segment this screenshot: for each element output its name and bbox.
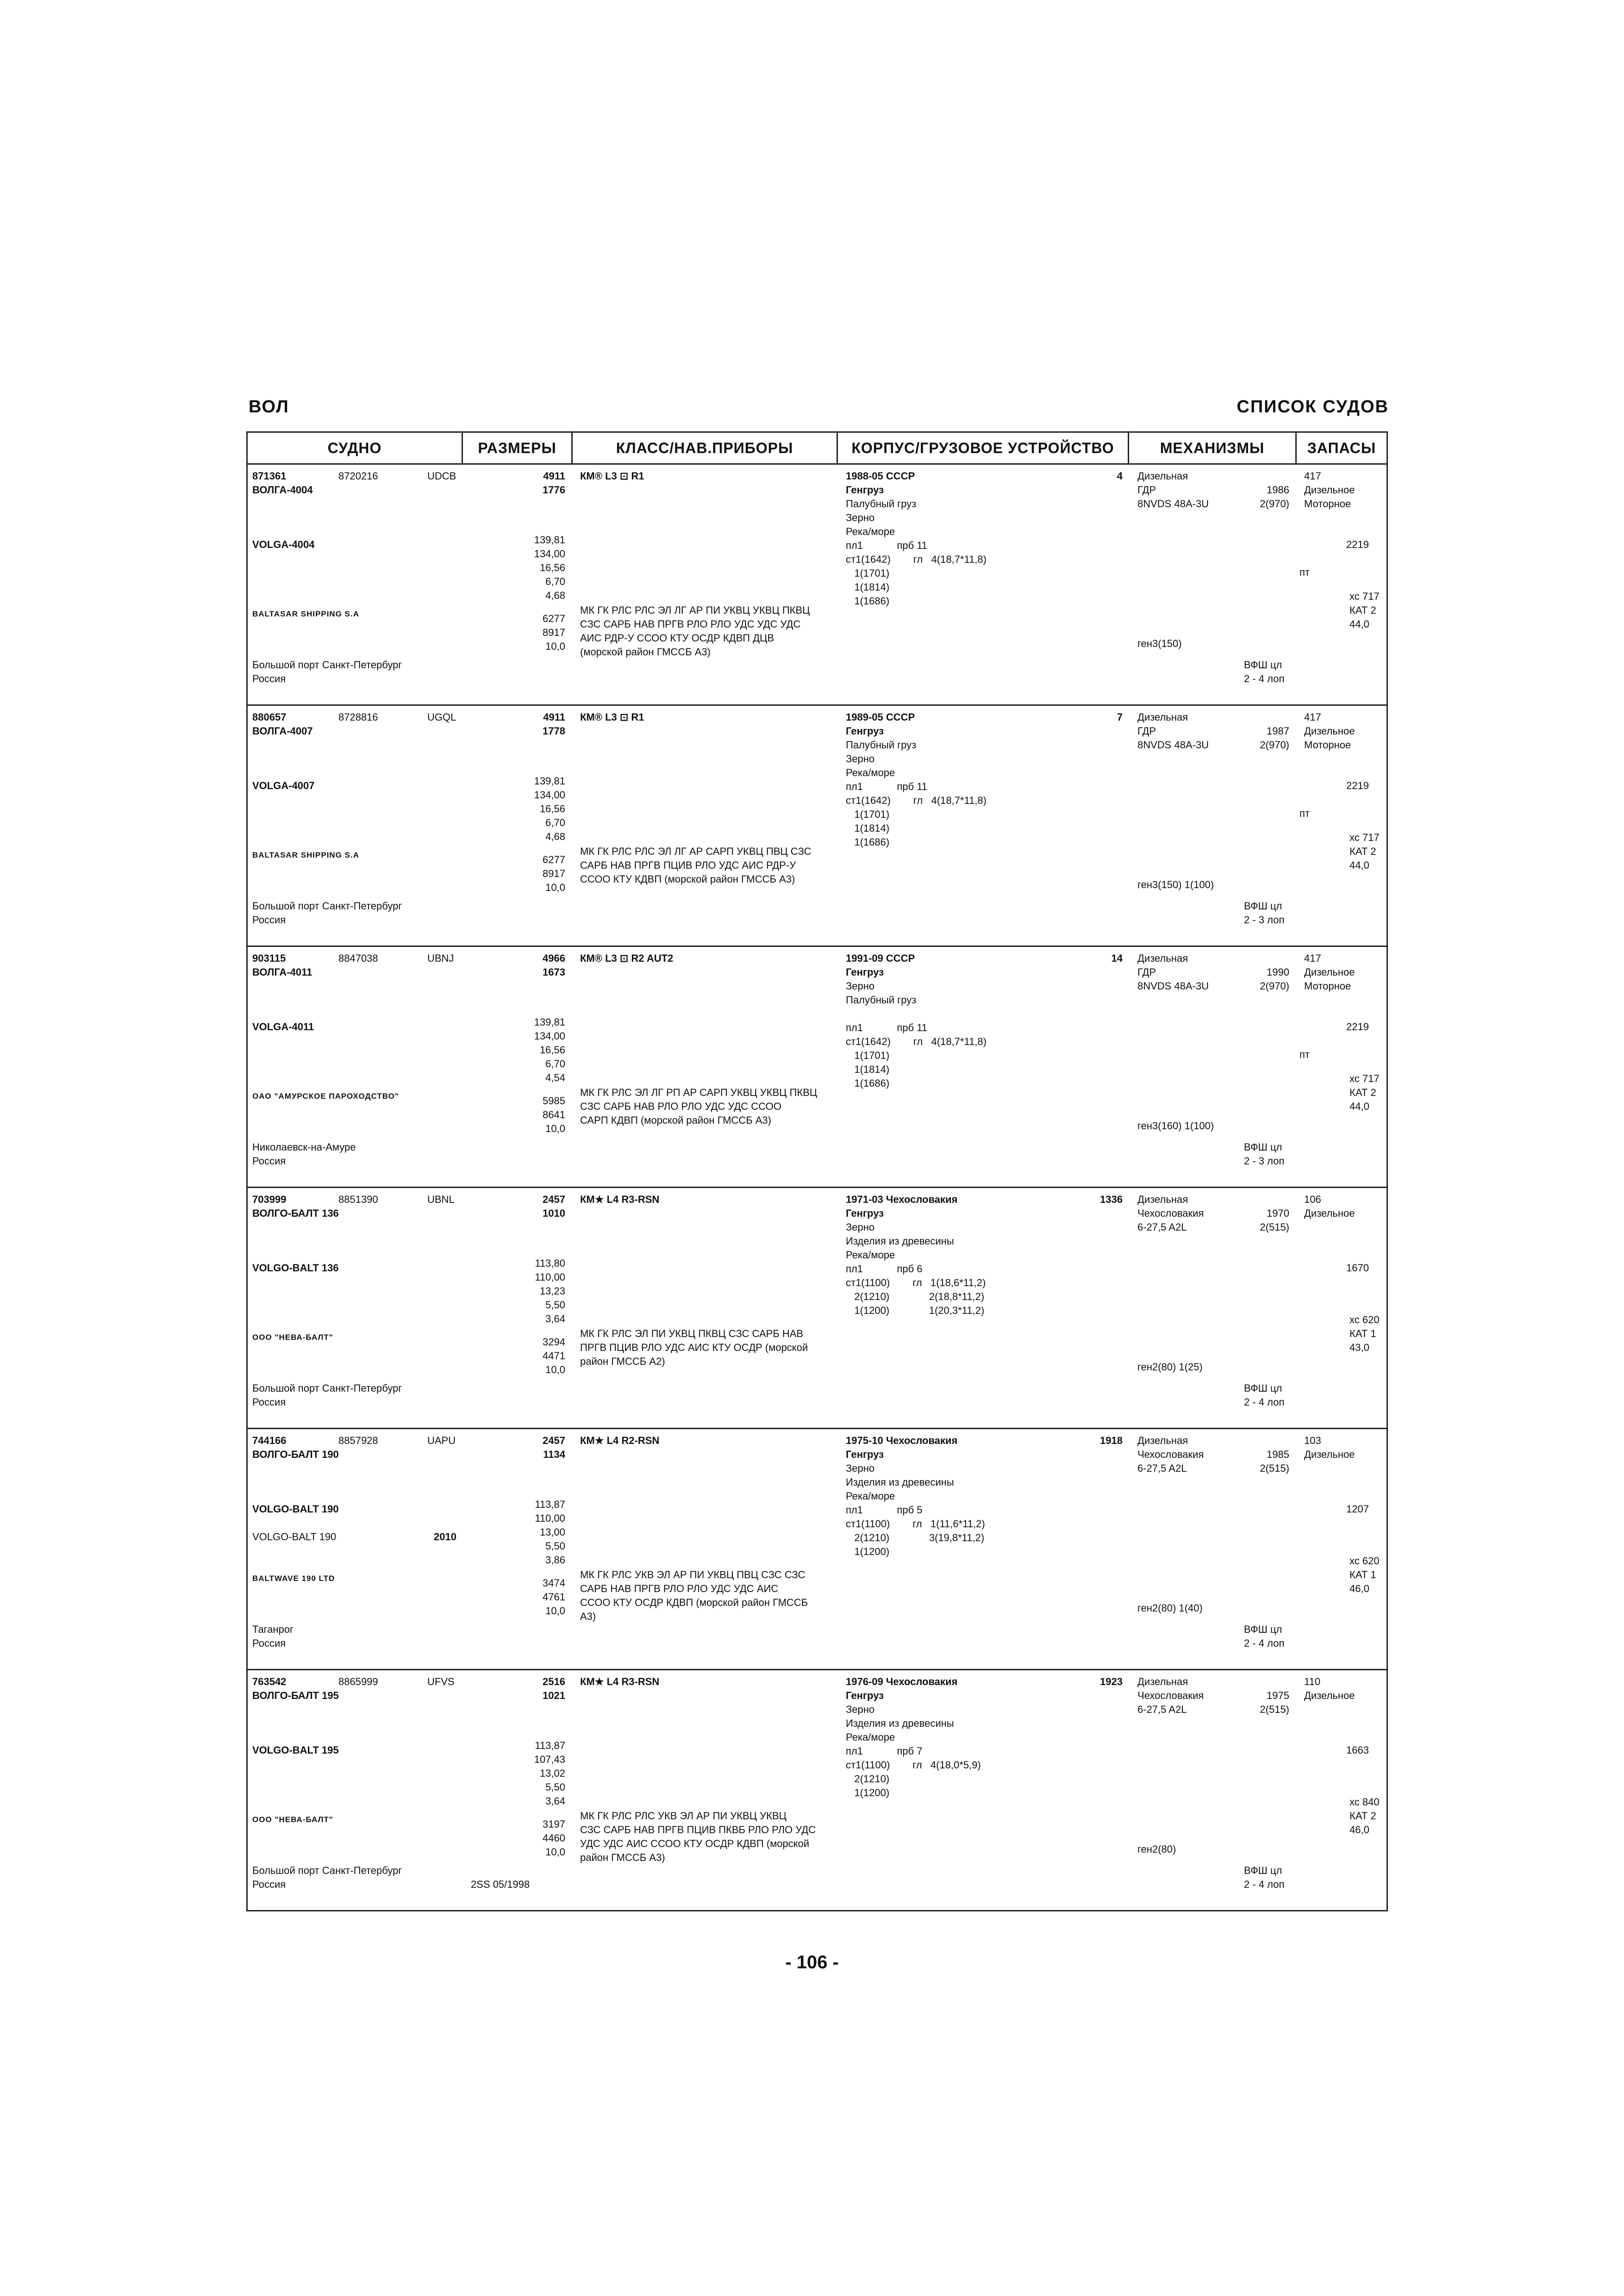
register-number: 903115 [252, 952, 286, 964]
home-port: Таганрог [252, 1624, 294, 1635]
hull-number: 14 [1111, 952, 1123, 964]
deadweight-draught: 3474 4761 10,0 [543, 1577, 565, 1617]
net-tonnage: 1010 [543, 1207, 565, 1219]
ship-record [248, 1188, 1387, 1428]
engine-country: ГДР [1137, 966, 1156, 978]
supply-volume: 1670 [1346, 1262, 1369, 1274]
call-sign: UBNL [427, 1194, 455, 1205]
engine-year: 1970 [1267, 1207, 1289, 1219]
ship-record [248, 1429, 1387, 1669]
generators: ген2(80) 1(25) [1137, 1361, 1203, 1373]
supply-volume: 1207 [1346, 1503, 1369, 1515]
former-name-year: 2010 [434, 1531, 456, 1543]
propeller-blades: 2 - 4 лоп [1244, 1396, 1285, 1408]
class-notation: КМ® L3 ⊡ R2 AUT2 [580, 952, 674, 964]
holds-hatches: пл1 прб 6 ст1(1100) гл 1(18,6*11,2) 2(1210) 2(18,8*11,2) 1(1200) 1(20,3*11,2) [846, 1263, 986, 1316]
engine-type: Дизельная [1137, 711, 1188, 723]
ship-name-latin: VOLGO-BALT 190 [252, 1503, 339, 1515]
build-date-country: 1976-09 Чехословакия [846, 1676, 958, 1687]
engine-country: Чехословакия [1137, 1207, 1204, 1219]
navigation-equipment: МК ГК РЛС ЭЛ ПИ УКВЦ ПКВЦ СЗС САРБ НАВ ПРГВ ПЦИВ РЛО УДС АИС КТУ ОСДР (морской район ГМССБ А2) [580, 1328, 808, 1367]
supply-details: хс 620 КАТ 1 46,0 [1349, 1555, 1380, 1594]
engine-power: 2(970) [1260, 980, 1289, 992]
engine-country: ГДР [1137, 484, 1156, 496]
navigation-equipment: МК ГК РЛС ЭЛ ЛГ РП АР САРП УКВЦ УКВЦ ПКВЦ СЗС САРБ НАВ РЛО РЛО УДС УДС ССОО САРП КДВП (морской район ГМССБ А3) [580, 1087, 818, 1126]
propeller-shaft: ВФШ цл [1244, 659, 1282, 671]
column-header-dimensions: РАЗМЕРЫ [478, 439, 556, 456]
holds-hatches: пл1 прб 11 ст1(1642) гл 4(18,7*11,8) 1(1701) 1(1814) 1(1686) [846, 781, 987, 848]
generators: ген2(80) [1137, 1843, 1176, 1855]
engine-year: 1990 [1267, 966, 1289, 978]
home-port: Большой порт Санкт-Петербург [252, 1382, 402, 1394]
ship-type: Генгруз [846, 1690, 884, 1701]
supply-volume: 1663 [1346, 1744, 1369, 1756]
page-header-right: СПИСОК СУДОВ [1237, 397, 1389, 417]
supply-details: хс 717 КАТ 2 44,0 [1349, 591, 1380, 630]
navigation-equipment: МК ГК РЛС РЛС ЭЛ ЛГ АР САРП УКВЦ ПВЦ СЗС САРБ НАВ ПРГВ ПЦИВ РЛО УДС АИС РДР-У ССОО КТУ КДВП (морской район ГМССБ А3) [580, 846, 812, 885]
fuel-supplies: 417 Дизельное Моторное [1304, 711, 1355, 751]
engine-type: Дизельная [1137, 1435, 1188, 1446]
column-header-vessel: СУДНО [327, 439, 382, 456]
cargo-types: Зерно Изделия из древесины Река/море [846, 1704, 954, 1743]
net-tonnage: 1673 [543, 966, 565, 978]
propeller-blades: 2 - 4 лоп [1244, 1637, 1285, 1649]
engine-model: 6-27,5 A2L [1137, 1221, 1187, 1233]
imo-number: 8728816 [338, 711, 378, 723]
column-header-hull: КОРПУС/ГРУЗОВОЕ УСТРОЙСТВО [851, 439, 1114, 456]
engine-type: Дизельная [1137, 952, 1188, 964]
supply-volume: 2219 [1346, 539, 1369, 550]
ship-name: ВОЛГО-БАЛТ 136 [252, 1207, 339, 1219]
generators: ген3(150) 1(100) [1137, 879, 1214, 890]
engine-power: 2(970) [1260, 739, 1289, 751]
page-header-left: ВОЛ [249, 397, 289, 417]
propeller-shaft: ВФШ цл [1244, 1624, 1282, 1635]
ship-name: ВОЛГА-4011 [252, 966, 312, 978]
cargo-types: Палубный груз Зерно Река/море [846, 739, 917, 778]
hull-number: 4 [1117, 470, 1123, 482]
supply-details: хс 840 КАТ 2 46,0 [1349, 1796, 1380, 1836]
propeller-blades: 2 - 4 лоп [1244, 673, 1285, 684]
supply-details: хс 717 КАТ 2 44,0 [1349, 832, 1380, 871]
home-port: Николаевск-на-Амуре [252, 1141, 356, 1153]
class-notation: КМ® L3 ⊡ R1 [580, 470, 644, 482]
home-port: Большой порт Санкт-Петербург [252, 1865, 402, 1876]
flag-country: Россия [252, 1155, 286, 1167]
supply-details: хс 620 КАТ 1 43,0 [1349, 1314, 1380, 1353]
build-date-country: 1971-03 Чехословакия [846, 1194, 958, 1205]
owner: ООО "НЕВА-БАЛТ" [252, 1333, 333, 1342]
supply-details: хс 717 КАТ 2 44,0 [1349, 1073, 1380, 1112]
engine-year: 1987 [1267, 725, 1289, 737]
gross-tonnage: 2516 [543, 1676, 565, 1687]
holds-hatches: пл1 прб 7 ст1(1100) гл 4(18,0*5,9) 2(1210) 1(1200) [846, 1745, 981, 1798]
imo-number: 8857928 [338, 1435, 378, 1446]
column-header-class: КЛАСС/НАВ.ПРИБОРЫ [616, 439, 793, 456]
engine-model: 6-27,5 A2L [1137, 1462, 1187, 1474]
hull-number: 1923 [1100, 1676, 1123, 1687]
engine-country: Чехословакия [1137, 1449, 1204, 1460]
ship-name-latin: VOLGA-4007 [252, 780, 315, 791]
call-sign: UAPU [427, 1435, 456, 1446]
ship-record [248, 947, 1387, 1187]
build-date-country: 1975-10 Чехословакия [846, 1435, 958, 1446]
deadweight-draught: 6277 8917 10,0 [543, 613, 565, 652]
column-header-supplies: ЗАПАСЫ [1307, 439, 1376, 456]
gross-tonnage: 4966 [543, 952, 565, 964]
record-footer-note: 2SS 05/1998 [471, 1879, 530, 1890]
imo-number: 8720216 [338, 470, 378, 482]
propeller-shaft: ВФШ цл [1244, 1865, 1282, 1876]
ship-name-latin: VOLGO-BALT 136 [252, 1262, 339, 1274]
deadweight-draught: 6277 8917 10,0 [543, 854, 565, 893]
supply-volume: 2219 [1346, 1021, 1369, 1033]
ship-name: ВОЛГА-4004 [252, 484, 313, 496]
engine-year: 1975 [1267, 1690, 1289, 1701]
supply-volume: 2219 [1346, 780, 1369, 791]
ship-name-latin: VOLGA-4011 [252, 1021, 314, 1033]
ship-name: ВОЛГА-4007 [252, 725, 313, 737]
engine-model: 8NVDS 48A-3U [1137, 498, 1209, 510]
build-date-country: 1989-05 СССР [846, 711, 915, 723]
engine-power: 2(515) [1260, 1704, 1289, 1715]
cargo-types: Зерно Изделия из древесины Река/море [846, 1462, 954, 1502]
gross-tonnage: 4911 [543, 711, 565, 723]
engine-model: 8NVDS 48A-3U [1137, 739, 1209, 751]
deadweight-draught: 3197 4460 10,0 [543, 1818, 565, 1858]
gross-tonnage: 4911 [543, 470, 565, 482]
hull-number: 1336 [1100, 1194, 1123, 1205]
register-number: 703999 [252, 1194, 287, 1205]
ship-name-latin: VOLGO-BALT 195 [252, 1744, 339, 1756]
engine-country: ГДР [1137, 725, 1156, 737]
class-notation: КМ® L3 ⊡ R1 [580, 711, 644, 723]
column-header-machinery: МЕХАНИЗМЫ [1160, 439, 1265, 456]
engine-model: 6-27,5 A2L [1137, 1704, 1187, 1715]
imo-number: 8851390 [338, 1194, 378, 1205]
ship-type: Генгруз [846, 484, 884, 496]
home-port: Большой порт Санкт-Петербург [252, 659, 402, 671]
engine-power: 2(515) [1260, 1221, 1289, 1233]
deadweight-draught: 5985 8641 10,0 [543, 1095, 565, 1134]
engine-country: Чехословакия [1137, 1690, 1204, 1701]
hull-number: 1918 [1100, 1435, 1123, 1446]
navigation-equipment: МК ГК РЛС РЛС УКВ ЭЛ АР ПИ УКВЦ УКВЦ СЗС САРБ НАВ ПРГВ ПЦИВ ПКВБ РЛО РЛО УДС УДС УДС АИС ССОО КТУ ОСДР КДВП (морской район ГМССБ А3) [580, 1810, 816, 1863]
propeller-shaft: ВФШ цл [1244, 1141, 1282, 1153]
navigation-equipment: МК ГК РЛС РЛС ЭЛ ЛГ АР ПИ УКВЦ УКВЦ ПКВЦ СЗС САРБ НАВ ПРГВ РЛО РЛО УДС УДС УДС АИС РДР-У ССОО КТУ ОСДР КДВП ДЦВ (морской район ГМССБ А3) [580, 604, 810, 658]
navigation-equipment: МК ГК РЛС УКВ ЭЛ АР ПИ УКВЦ ПВЦ СЗС СЗС САРБ НАВ ПРГВ РЛО РЛО УДС УДС АИС ССОО КТУ ОСДР КДВП (морской район ГМССБ А3) [580, 1569, 808, 1622]
cargo-types: Палубный груз Зерно Река/море [846, 498, 917, 537]
build-date-country: 1988-05 СССР [846, 470, 915, 482]
supply-note: пт [1299, 1049, 1310, 1060]
propeller-blades: 2 - 3 лоп [1244, 914, 1285, 926]
build-date-country: 1991-09 СССР [846, 952, 915, 964]
call-sign: UFVS [427, 1676, 455, 1687]
class-notation: КМ★ L4 R2-RSN [580, 1435, 660, 1446]
gross-tonnage: 2457 [543, 1194, 565, 1205]
owner: BALTASAR SHIPPING S.A [252, 610, 359, 618]
cargo-types: Зерно Палубный груз [846, 980, 917, 1006]
supply-note: пт [1299, 566, 1310, 578]
ship-record [248, 706, 1387, 946]
ship-name: ВОЛГО-БАЛТ 190 [252, 1449, 339, 1460]
imo-number: 8865999 [338, 1676, 378, 1687]
net-tonnage: 1778 [543, 725, 565, 737]
owner: BALTWAVE 190 LTD [252, 1574, 335, 1583]
engine-model: 8NVDS 48A-3U [1137, 980, 1209, 992]
net-tonnage: 1134 [543, 1449, 565, 1460]
call-sign: UDCB [427, 470, 456, 482]
flag-country: Россия [252, 914, 286, 926]
dimensions: 139,81 134,00 16,56 6,70 4,54 [534, 1016, 565, 1083]
engine-year: 1985 [1267, 1449, 1289, 1460]
fuel-supplies: 103 Дизельное [1304, 1435, 1355, 1460]
hull-number: 7 [1117, 711, 1123, 723]
ship-type: Генгруз [846, 725, 884, 737]
fuel-supplies: 106 Дизельное [1304, 1194, 1355, 1219]
home-port: Большой порт Санкт-Петербург [252, 900, 402, 912]
propeller-blades: 2 - 4 лоп [1244, 1879, 1285, 1890]
register-number: 871361 [252, 470, 287, 482]
class-notation: КМ★ L4 R3-RSN [580, 1194, 660, 1205]
engine-type: Дизельная [1137, 1194, 1188, 1205]
ship-record [248, 1670, 1387, 1910]
propeller-shaft: ВФШ цл [1244, 900, 1282, 912]
supply-note: пт [1299, 808, 1310, 819]
holds-hatches: пл1 прб 5 ст1(1100) гл 1(11,6*11,2) 2(1210) 3(19,8*11,2) 1(1200) [846, 1504, 985, 1557]
owner: BALTASAR SHIPPING S.A [252, 851, 359, 859]
owner: ООО "НЕВА-БАЛТ" [252, 1815, 333, 1824]
deadweight-draught: 3294 4471 10,0 [543, 1336, 565, 1375]
net-tonnage: 1776 [543, 484, 565, 496]
dimensions: 139,81 134,00 16,56 6,70 4,68 [534, 775, 565, 842]
flag-country: Россия [252, 673, 286, 684]
holds-hatches: пл1 прб 11 ст1(1642) гл 4(18,7*11,8) 1(1701) 1(1814) 1(1686) [846, 1022, 987, 1089]
ship-type: Генгруз [846, 1449, 884, 1460]
register-number: 880657 [252, 711, 287, 723]
register-number: 744166 [252, 1435, 287, 1446]
ship-register-table [246, 431, 1388, 1911]
ship-name-latin: VOLGA-4004 [252, 539, 315, 550]
ship-record [248, 465, 1387, 704]
dimensions: 113,80 110,00 13,23 5,50 3,64 [535, 1257, 565, 1325]
engine-type: Дизельная [1137, 470, 1188, 482]
flag-country: Россия [252, 1879, 286, 1890]
ship-name: ВОЛГО-БАЛТ 195 [252, 1690, 339, 1701]
propeller-shaft: ВФШ цл [1244, 1382, 1282, 1394]
ship-type: Генгруз [846, 966, 884, 978]
cargo-types: Зерно Изделия из древесины Река/море [846, 1221, 954, 1261]
engine-type: Дизельная [1137, 1676, 1188, 1687]
holds-hatches: пл1 прб 11 ст1(1642) гл 4(18,7*11,8) 1(1701) 1(1814) 1(1686) [846, 540, 987, 607]
imo-number: 8847038 [338, 952, 378, 964]
dimensions: 113,87 107,43 13,02 5,50 3,64 [534, 1740, 565, 1807]
dimensions: 139,81 134,00 16,56 6,70 4,68 [534, 534, 565, 601]
former-name: VOLGO-BALT 190 [252, 1531, 337, 1543]
page-number: - 106 - [785, 1952, 839, 1972]
call-sign: UGQL [427, 711, 456, 723]
generators: ген2(80) 1(40) [1137, 1602, 1203, 1614]
flag-country: Россия [252, 1396, 286, 1408]
flag-country: Россия [252, 1637, 286, 1649]
generators: ген3(160) 1(100) [1137, 1120, 1214, 1132]
fuel-supplies: 417 Дизельное Моторное [1304, 470, 1355, 510]
engine-power: 2(515) [1260, 1462, 1289, 1474]
fuel-supplies: 417 Дизельное Моторное [1304, 952, 1355, 992]
register-number: 763542 [252, 1676, 287, 1687]
owner: OAO "АМУРСКОЕ ПАРОХОДСТВО" [252, 1092, 399, 1101]
call-sign: UBNJ [427, 952, 454, 964]
engine-year: 1986 [1267, 484, 1289, 496]
class-notation: КМ★ L4 R3-RSN [580, 1676, 660, 1687]
ship-type: Генгруз [846, 1207, 884, 1219]
propeller-blades: 2 - 3 лоп [1244, 1155, 1285, 1167]
generators: ген3(150) [1137, 638, 1182, 649]
fuel-supplies: 110 Дизельное [1304, 1676, 1355, 1701]
engine-power: 2(970) [1260, 498, 1289, 510]
dimensions: 113,87 110,00 13,00 5,50 3,86 [535, 1499, 565, 1566]
net-tonnage: 1021 [543, 1690, 565, 1701]
gross-tonnage: 2457 [543, 1435, 565, 1446]
